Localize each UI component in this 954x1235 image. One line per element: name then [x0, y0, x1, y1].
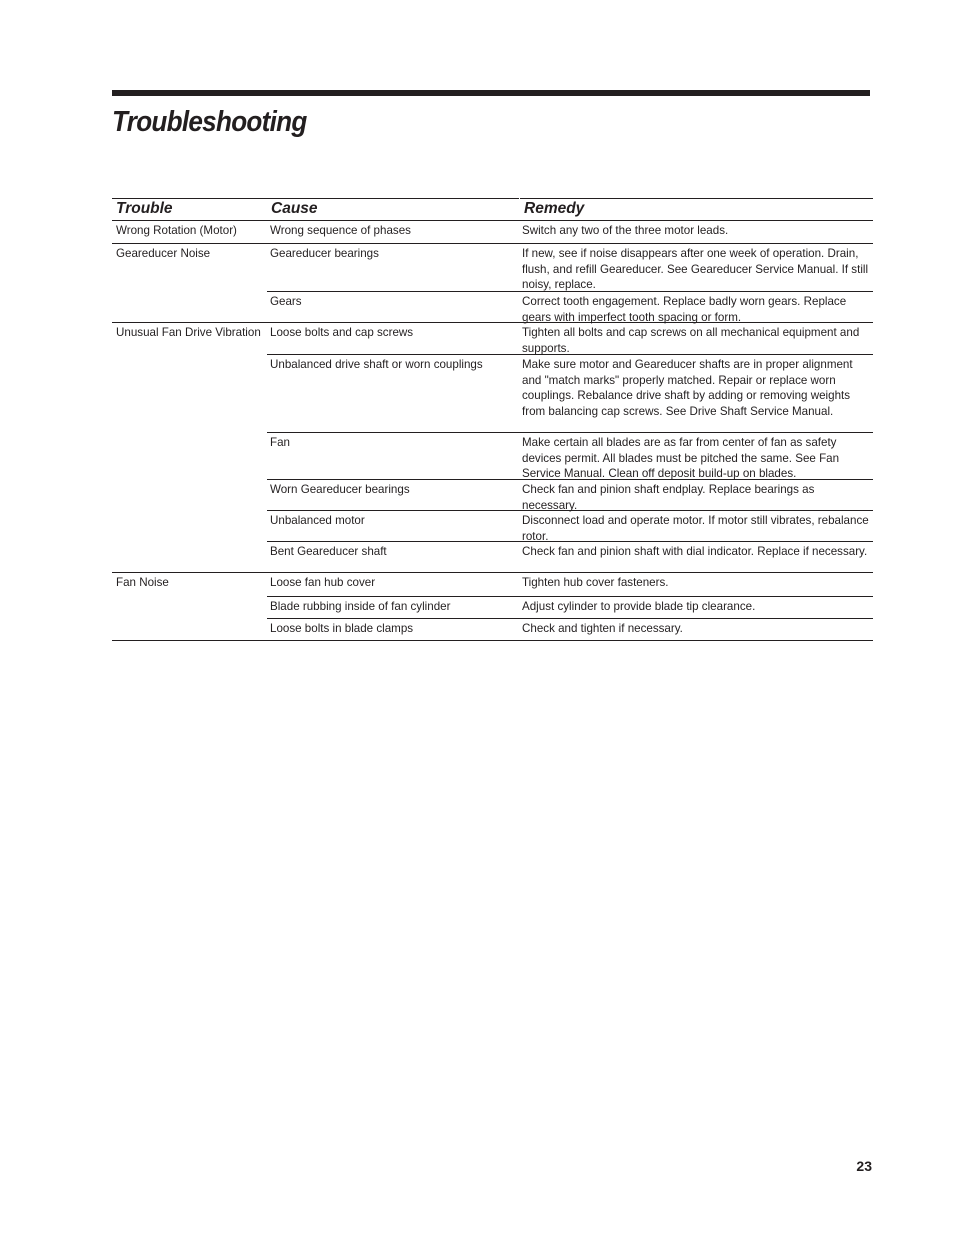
- trouble-label: Geareducer Noise: [116, 247, 211, 260]
- cause-cell: Loose fan hub cover: [270, 576, 376, 589]
- cause-cell: Worn Geareducer bearings: [270, 483, 410, 496]
- table-row: [267, 291, 873, 322]
- trouble-group-wrong-rotation: [112, 221, 873, 244]
- table-row: [267, 596, 873, 618]
- cause-cell: Fan: [270, 436, 290, 449]
- table-row: [267, 510, 873, 541]
- remedy-cell: Check fan and pinion shaft endplay. Replace bearings as necessary.: [522, 483, 815, 512]
- table-row: [267, 323, 873, 354]
- page-title: Troubleshooting: [112, 106, 307, 138]
- cause-cell: Unbalanced motor: [270, 514, 365, 527]
- trouble-label: Unusual Fan Drive Vibration: [116, 326, 261, 339]
- remedy-cell: Adjust cylinder to provide blade tip clearance.: [522, 600, 756, 613]
- header-cause: Cause: [267, 198, 519, 220]
- table-row: [267, 618, 873, 640]
- remedy-cell: Tighten all bolts and cap screws on all mechanical equipment and supports.: [522, 326, 860, 355]
- trouble-group-geareducer-noise: [112, 244, 873, 323]
- header-remedy: Remedy: [520, 198, 873, 220]
- cause-cell: Wrong sequence of phases: [270, 224, 411, 237]
- trouble-label: Fan Noise: [116, 576, 169, 589]
- cause-cell: Bent Geareducer shaft: [270, 545, 387, 558]
- title-rule: [112, 90, 870, 96]
- remedy-cell: Correct tooth engagement. Replace badly worn gears. Replace gears with imperfect tooth spacing or form.: [522, 295, 847, 324]
- table-row: [267, 354, 873, 432]
- troubleshooting-table: [112, 198, 873, 641]
- header-trouble: Trouble: [112, 198, 268, 220]
- cause-cell: Unbalanced drive shaft or worn couplings: [270, 358, 483, 371]
- remedy-cell: Make certain all blades are as far from center of fan as safety devices permit. All blades must be pitched the same. See Fan Service Manual. Clean off deposit build-up on blades.: [522, 436, 840, 481]
- remedy-cell: Tighten hub cover fasteners.: [522, 576, 669, 589]
- remedy-cell: Disconnect load and operate motor. If motor still vibrates, rebalance rotor.: [522, 514, 869, 543]
- table-row: [267, 479, 873, 510]
- trouble-label: Wrong Rotation (Motor): [116, 224, 237, 237]
- cause-cell: Blade rubbing inside of fan cylinder: [270, 600, 451, 613]
- trouble-group-fan-drive-vibration: [112, 323, 873, 573]
- remedy-cell: Check fan and pinion shaft with dial indicator. Replace if necessary.: [522, 545, 868, 558]
- table-row: [267, 541, 873, 572]
- table-row: [267, 244, 873, 291]
- cause-cell: Gears: [270, 295, 302, 308]
- page-number: 23: [856, 1158, 872, 1174]
- cause-cell: Geareducer bearings: [270, 247, 379, 260]
- remedy-cell: If new, see if noise disappears after one week of operation. Drain, flush, and refill Geareducer. See Geareducer Service Manual. If still noisy, replace.: [522, 247, 869, 292]
- remedy-cell: Switch any two of the three motor leads.: [522, 224, 729, 237]
- table-row: [267, 432, 873, 479]
- trouble-group-fan-noise: [112, 573, 873, 641]
- cause-cell: Loose bolts in blade clamps: [270, 622, 414, 635]
- remedy-cell: Check and tighten if necessary.: [522, 622, 683, 635]
- table-row: [267, 221, 873, 243]
- table-row: [267, 573, 873, 596]
- cause-cell: Loose bolts and cap screws: [270, 326, 414, 339]
- table-header-row: [112, 198, 873, 221]
- remedy-cell: Make sure motor and Geareducer shafts are in proper alignment and "match marks" properly matched. Repair or replace worn couplings. Rebalance drive shaft by adding or removing weights from balancing cap screws. See Drive Shaft Service Manual.: [522, 358, 853, 418]
